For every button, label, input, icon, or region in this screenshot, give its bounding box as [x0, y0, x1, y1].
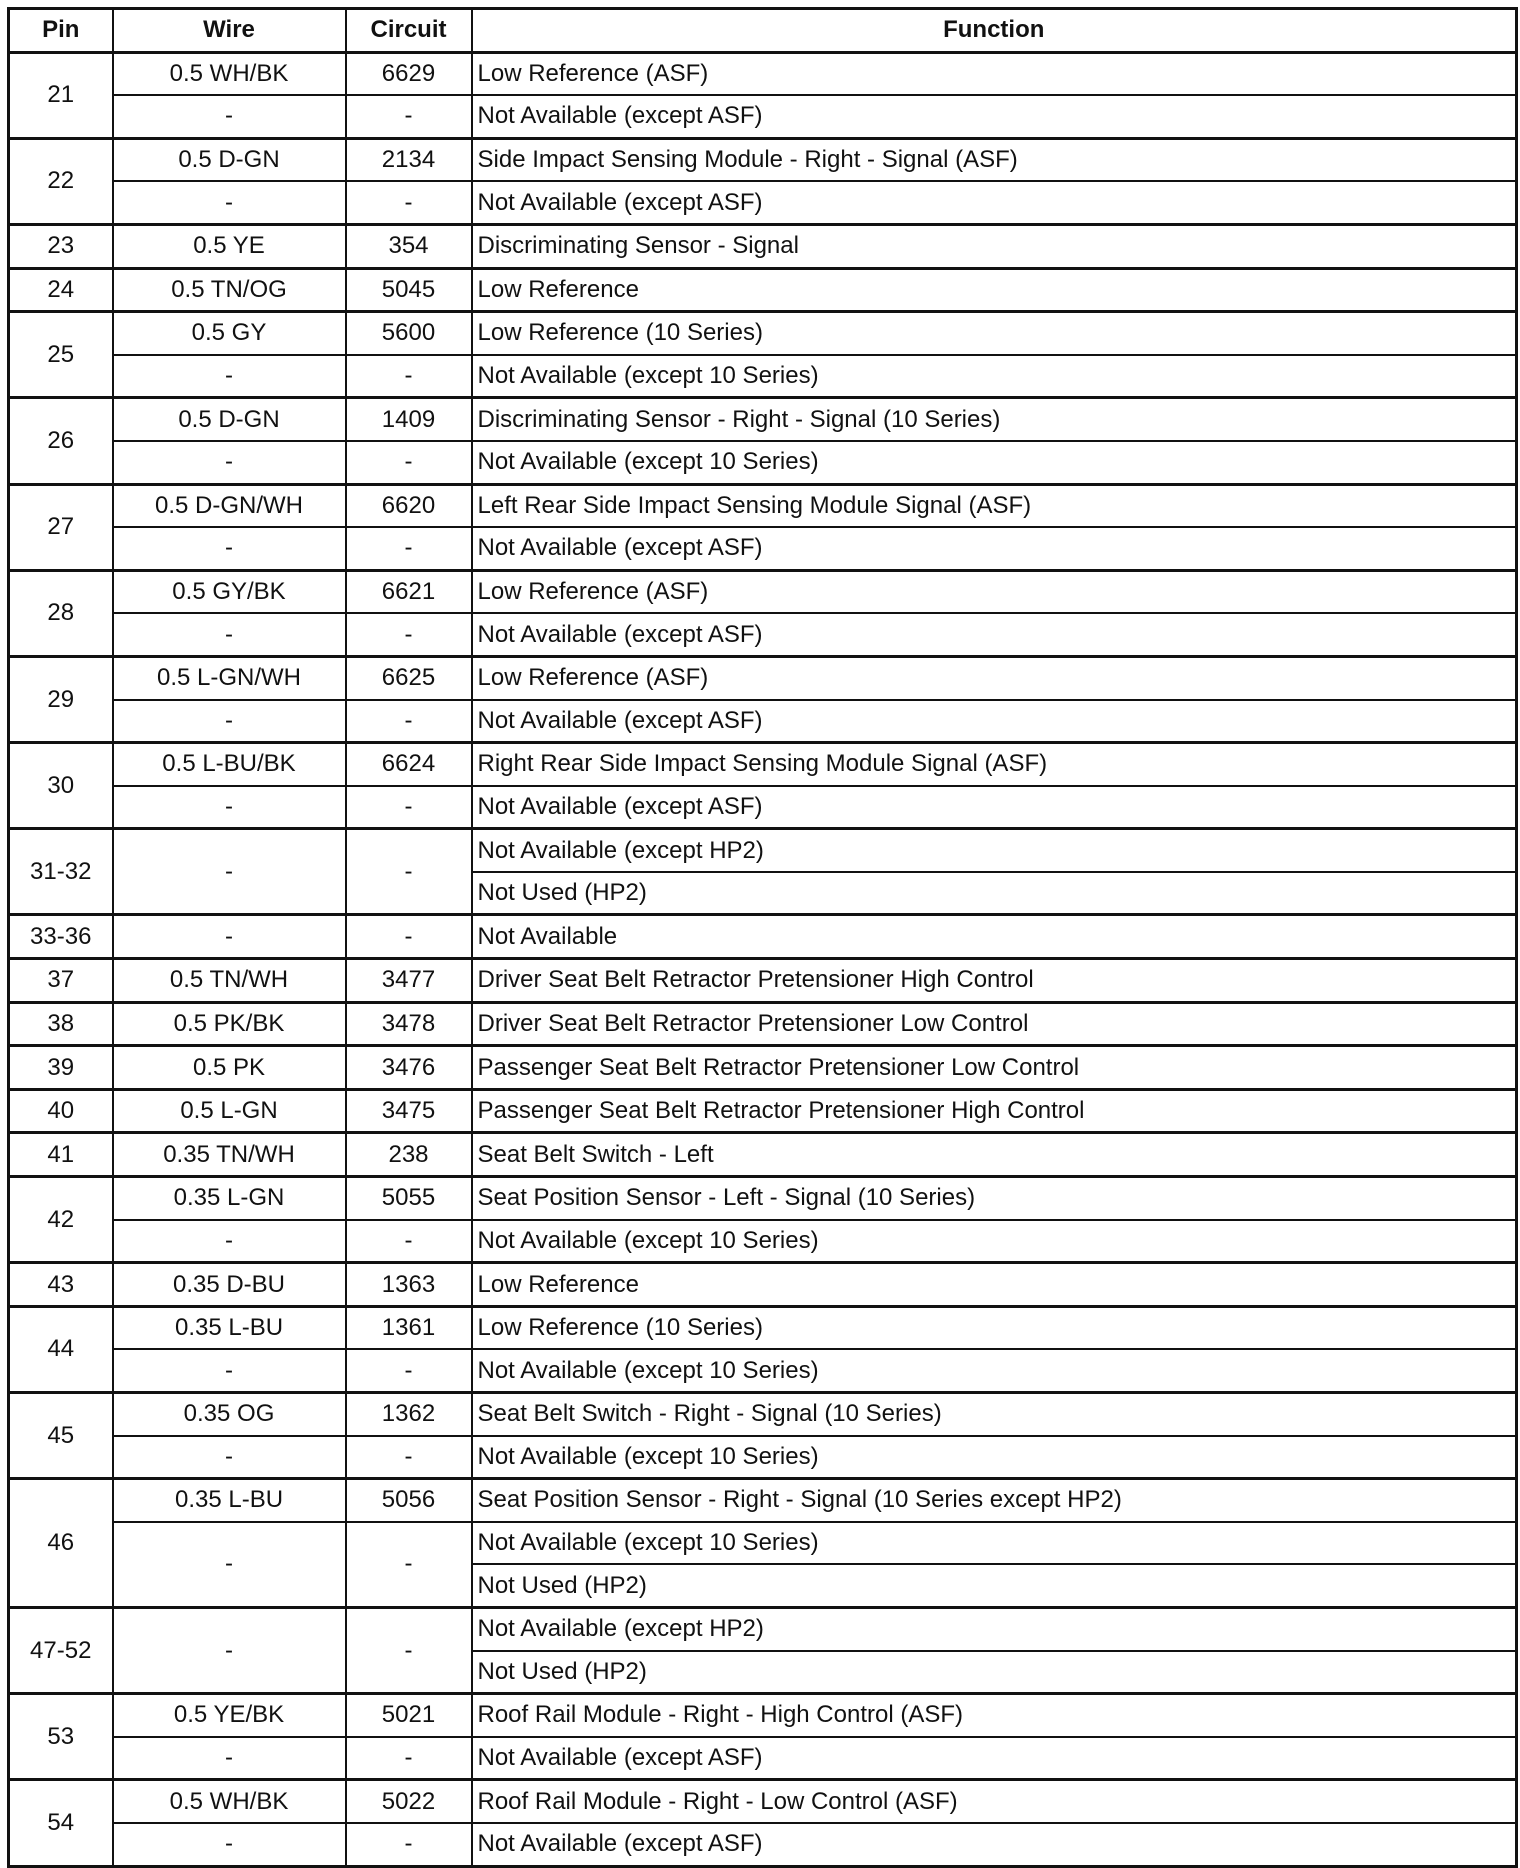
- wire-cell: -: [113, 829, 346, 915]
- circuit-cell: 6621: [346, 570, 472, 613]
- function-cell: Not Available (except 10 Series): [472, 1522, 1517, 1565]
- table-row: [9, 1306, 1517, 1349]
- function-cell: Not Available (except 10 Series): [472, 1349, 1517, 1392]
- wire-cell: -: [113, 1737, 346, 1780]
- pin-cell: 37: [9, 959, 113, 1003]
- circuit-cell: -: [346, 1522, 472, 1608]
- function-cell: Not Available (except HP2): [472, 829, 1517, 872]
- table-row: [9, 1349, 1517, 1392]
- pin-group: [9, 484, 1517, 570]
- table-row: [9, 1002, 1517, 1046]
- pin-group: [9, 1306, 1517, 1392]
- wire-cell: -: [113, 355, 346, 398]
- function-cell: Low Reference (ASF): [472, 656, 1517, 699]
- table-row: [9, 268, 1517, 312]
- wire-cell: 0.5 D-GN/WH: [113, 484, 346, 527]
- pin-cell: 39: [9, 1046, 113, 1090]
- circuit-cell: -: [346, 1823, 472, 1866]
- wire-cell: 0.35 L-GN: [113, 1177, 346, 1220]
- circuit-cell: 5021: [346, 1694, 472, 1737]
- wire-cell: 0.5 PK/BK: [113, 1002, 346, 1046]
- function-cell: Not Used (HP2): [472, 1651, 1517, 1694]
- table-row: [9, 1263, 1517, 1307]
- table-row: [9, 1089, 1517, 1133]
- pin-group: [9, 1263, 1517, 1307]
- wire-cell: 0.5 YE: [113, 224, 346, 268]
- wire-cell: 0.5 L-GN: [113, 1089, 346, 1133]
- wire-cell: 0.5 YE/BK: [113, 1694, 346, 1737]
- wire-cell: 0.5 PK: [113, 1046, 346, 1090]
- circuit-cell: -: [346, 829, 472, 915]
- table-row: [9, 312, 1517, 355]
- wire-cell: 0.5 L-GN/WH: [113, 656, 346, 699]
- wire-cell: -: [113, 1823, 346, 1866]
- function-cell: Not Available (except ASF): [472, 95, 1517, 138]
- circuit-cell: 354: [346, 224, 472, 268]
- pin-group: [9, 570, 1517, 656]
- pin-group: [9, 268, 1517, 312]
- function-cell: Discriminating Sensor - Right - Signal (10 Series): [472, 398, 1517, 441]
- circuit-cell: 6625: [346, 656, 472, 699]
- pin-cell: 27: [9, 484, 113, 570]
- pin-group: [9, 743, 1517, 829]
- wire-cell: 0.5 GY: [113, 312, 346, 355]
- wire-cell: 0.35 L-BU: [113, 1306, 346, 1349]
- table-header: [9, 9, 1517, 53]
- function-cell: Not Available (except 10 Series): [472, 355, 1517, 398]
- pin-cell: 43: [9, 1263, 113, 1307]
- header-row: [9, 9, 1517, 53]
- pin-cell: 30: [9, 743, 113, 829]
- circuit-cell: 6624: [346, 743, 472, 786]
- circuit-cell: -: [346, 1607, 472, 1693]
- pin-group: [9, 1479, 1517, 1608]
- pin-group: [9, 138, 1517, 224]
- pin-cell: 25: [9, 312, 113, 398]
- pin-group: [9, 1694, 1517, 1780]
- table-row: [9, 1780, 1517, 1823]
- wire-cell: 0.5 WH/BK: [113, 52, 346, 95]
- wire-cell: -: [113, 700, 346, 743]
- circuit-cell: 238: [346, 1133, 472, 1177]
- table-row: [9, 52, 1517, 95]
- table-row: [9, 959, 1517, 1003]
- wire-cell: -: [113, 441, 346, 484]
- table-row: [9, 138, 1517, 181]
- circuit-cell: -: [346, 915, 472, 959]
- circuit-cell: 5022: [346, 1780, 472, 1823]
- function-cell: Seat Position Sensor - Right - Signal (10 Series except HP2): [472, 1479, 1517, 1522]
- function-cell: Seat Belt Switch - Right - Signal (10 Series): [472, 1393, 1517, 1436]
- wire-cell: -: [113, 1349, 346, 1392]
- pin-group: [9, 959, 1517, 1003]
- wire-cell: 0.5 D-GN: [113, 398, 346, 441]
- function-cell: Not Available (except ASF): [472, 527, 1517, 570]
- header-function: Function: [472, 9, 1517, 53]
- table-row: [9, 915, 1517, 959]
- wire-cell: 0.5 TN/OG: [113, 268, 346, 312]
- function-cell: Not Available (except ASF): [472, 700, 1517, 743]
- function-cell: Not Available (except 10 Series): [472, 441, 1517, 484]
- function-cell: Passenger Seat Belt Retractor Pretensioner Low Control: [472, 1046, 1517, 1090]
- pin-cell: 54: [9, 1780, 113, 1866]
- function-cell: Passenger Seat Belt Retractor Pretensioner High Control: [472, 1089, 1517, 1133]
- circuit-cell: 3475: [346, 1089, 472, 1133]
- function-cell: Not Available (except 10 Series): [472, 1220, 1517, 1263]
- function-cell: Discriminating Sensor - Signal: [472, 224, 1517, 268]
- pin-group: [9, 1133, 1517, 1177]
- header-circuit: Circuit: [346, 9, 472, 53]
- table-row: [9, 743, 1517, 786]
- pin-cell: 29: [9, 656, 113, 742]
- table-row: [9, 1220, 1517, 1263]
- table-row: [9, 527, 1517, 570]
- pin-cell: 28: [9, 570, 113, 656]
- table-row: [9, 95, 1517, 138]
- table-row: [9, 224, 1517, 268]
- wire-cell: 0.35 L-BU: [113, 1479, 346, 1522]
- function-cell: Low Reference (ASF): [472, 570, 1517, 613]
- function-cell: Left Rear Side Impact Sensing Module Signal (ASF): [472, 484, 1517, 527]
- pin-group: [9, 656, 1517, 742]
- pin-cell: 33-36: [9, 915, 113, 959]
- pin-group: [9, 312, 1517, 398]
- pin-function-table: [7, 7, 1518, 1868]
- table-row: [9, 1522, 1517, 1565]
- wire-cell: 0.35 OG: [113, 1393, 346, 1436]
- function-cell: Seat Position Sensor - Left - Signal (10 Series): [472, 1177, 1517, 1220]
- circuit-cell: -: [346, 1436, 472, 1479]
- table-row: [9, 441, 1517, 484]
- pin-cell: 42: [9, 1177, 113, 1263]
- pin-cell: 47-52: [9, 1607, 113, 1693]
- circuit-cell: 3477: [346, 959, 472, 1003]
- wire-cell: -: [113, 786, 346, 829]
- circuit-cell: -: [346, 355, 472, 398]
- function-cell: Driver Seat Belt Retractor Pretensioner High Control: [472, 959, 1517, 1003]
- function-cell: Not Available (except ASF): [472, 1737, 1517, 1780]
- function-cell: Not Available (except ASF): [472, 613, 1517, 656]
- wire-cell: -: [113, 915, 346, 959]
- table-row: [9, 1046, 1517, 1090]
- pin-cell: 22: [9, 138, 113, 224]
- circuit-cell: -: [346, 700, 472, 743]
- pin-cell: 21: [9, 52, 113, 138]
- pin-cell: 38: [9, 1002, 113, 1046]
- function-cell: Not Available (except ASF): [472, 1823, 1517, 1866]
- circuit-cell: 5045: [346, 268, 472, 312]
- function-cell: Not Available (except HP2): [472, 1607, 1517, 1650]
- circuit-cell: -: [346, 1737, 472, 1780]
- wire-cell: -: [113, 527, 346, 570]
- table-row: [9, 1694, 1517, 1737]
- circuit-cell: 3478: [346, 1002, 472, 1046]
- table-row: [9, 1436, 1517, 1479]
- table-row: [9, 1177, 1517, 1220]
- function-cell: Not Available (except 10 Series): [472, 1436, 1517, 1479]
- table-row: [9, 1607, 1517, 1650]
- circuit-cell: 1362: [346, 1393, 472, 1436]
- table-row: [9, 1823, 1517, 1866]
- wire-cell: -: [113, 613, 346, 656]
- wire-cell: -: [113, 1522, 346, 1608]
- wire-cell: 0.35 D-BU: [113, 1263, 346, 1307]
- circuit-cell: 5600: [346, 312, 472, 355]
- pin-group: [9, 1177, 1517, 1263]
- pin-group: [9, 829, 1517, 915]
- circuit-cell: -: [346, 1349, 472, 1392]
- wire-cell: 0.5 TN/WH: [113, 959, 346, 1003]
- pin-group: [9, 915, 1517, 959]
- circuit-cell: 1363: [346, 1263, 472, 1307]
- function-cell: Roof Rail Module - Right - Low Control (ASF): [472, 1780, 1517, 1823]
- pin-cell: 53: [9, 1694, 113, 1780]
- wire-cell: -: [113, 95, 346, 138]
- pin-group: [9, 1002, 1517, 1046]
- function-cell: Not Available: [472, 915, 1517, 959]
- pin-group: [9, 1607, 1517, 1693]
- circuit-cell: -: [346, 181, 472, 224]
- pin-group: [9, 1393, 1517, 1479]
- wire-cell: 0.5 L-BU/BK: [113, 743, 346, 786]
- wire-cell: 0.5 WH/BK: [113, 1780, 346, 1823]
- circuit-cell: -: [346, 527, 472, 570]
- table-row: [9, 613, 1517, 656]
- table-row: [9, 656, 1517, 699]
- function-cell: Low Reference (10 Series): [472, 1306, 1517, 1349]
- wire-cell: 0.35 TN/WH: [113, 1133, 346, 1177]
- table-row: [9, 484, 1517, 527]
- pin-cell: 46: [9, 1479, 113, 1608]
- circuit-cell: -: [346, 613, 472, 656]
- wire-cell: -: [113, 1607, 346, 1693]
- wire-cell: -: [113, 1220, 346, 1263]
- function-cell: Roof Rail Module - Right - High Control (ASF): [472, 1694, 1517, 1737]
- circuit-cell: 1409: [346, 398, 472, 441]
- function-cell: Not Used (HP2): [472, 1564, 1517, 1607]
- pin-cell: 45: [9, 1393, 113, 1479]
- circuit-cell: -: [346, 786, 472, 829]
- pin-cell: 26: [9, 398, 113, 484]
- table-row: [9, 398, 1517, 441]
- wire-cell: -: [113, 1436, 346, 1479]
- function-cell: Low Reference: [472, 268, 1517, 312]
- pin-cell: 24: [9, 268, 113, 312]
- circuit-cell: 1361: [346, 1306, 472, 1349]
- pin-cell: 31-32: [9, 829, 113, 915]
- circuit-cell: 5055: [346, 1177, 472, 1220]
- function-cell: Seat Belt Switch - Left: [472, 1133, 1517, 1177]
- pin-group: [9, 224, 1517, 268]
- table-row: [9, 1133, 1517, 1177]
- function-cell: Low Reference (10 Series): [472, 312, 1517, 355]
- table-row: [9, 570, 1517, 613]
- function-cell: Not Available (except ASF): [472, 181, 1517, 224]
- wire-cell: 0.5 D-GN: [113, 138, 346, 181]
- pin-group: [9, 1780, 1517, 1866]
- header-pin: Pin: [9, 9, 113, 53]
- function-cell: Low Reference: [472, 1263, 1517, 1307]
- function-cell: Not Used (HP2): [472, 872, 1517, 915]
- table-row: [9, 1479, 1517, 1522]
- table-row: [9, 355, 1517, 398]
- table-row: [9, 1393, 1517, 1436]
- wire-cell: -: [113, 181, 346, 224]
- pin-cell: 41: [9, 1133, 113, 1177]
- pin-group: [9, 1089, 1517, 1133]
- circuit-cell: 6620: [346, 484, 472, 527]
- function-cell: Not Available (except ASF): [472, 786, 1517, 829]
- function-cell: Right Rear Side Impact Sensing Module Signal (ASF): [472, 743, 1517, 786]
- pin-cell: 44: [9, 1306, 113, 1392]
- circuit-cell: 5056: [346, 1479, 472, 1522]
- circuit-cell: -: [346, 95, 472, 138]
- pin-group: [9, 52, 1517, 138]
- table-row: [9, 700, 1517, 743]
- function-cell: Side Impact Sensing Module - Right - Signal (ASF): [472, 138, 1517, 181]
- table-row: [9, 786, 1517, 829]
- pin-cell: 40: [9, 1089, 113, 1133]
- table-row: [9, 181, 1517, 224]
- pin-group: [9, 398, 1517, 484]
- circuit-cell: 2134: [346, 138, 472, 181]
- circuit-cell: 6629: [346, 52, 472, 95]
- header-wire: Wire: [113, 9, 346, 53]
- table-row: [9, 1737, 1517, 1780]
- pin-cell: 23: [9, 224, 113, 268]
- function-cell: Driver Seat Belt Retractor Pretensioner Low Control: [472, 1002, 1517, 1046]
- function-cell: Low Reference (ASF): [472, 52, 1517, 95]
- circuit-cell: -: [346, 441, 472, 484]
- circuit-cell: 3476: [346, 1046, 472, 1090]
- table-row: [9, 829, 1517, 872]
- pin-group: [9, 1046, 1517, 1090]
- wire-cell: 0.5 GY/BK: [113, 570, 346, 613]
- circuit-cell: -: [346, 1220, 472, 1263]
